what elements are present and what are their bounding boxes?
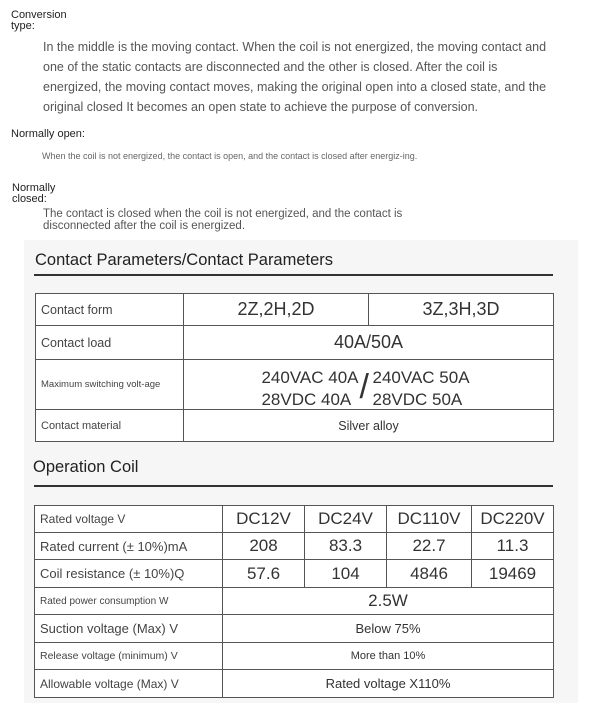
conversion-type-label: Conversion type: bbox=[11, 9, 67, 32]
table-row bbox=[36, 360, 554, 410]
dc-50a: 28VDC 50A bbox=[372, 390, 463, 409]
allowable-voltage-label: Allowable voltage (Max) V bbox=[35, 670, 223, 698]
dc-40a: 28VDC 40A bbox=[261, 390, 352, 409]
table-row bbox=[35, 533, 554, 560]
allowable-voltage-value: Rated voltage X110% bbox=[223, 670, 554, 698]
rated-power-value: 2.5W bbox=[223, 588, 554, 615]
coil-resistance-dc24: 104 bbox=[305, 560, 387, 588]
rated-current-label: Rated current (± 10%)mA bbox=[35, 533, 223, 560]
rated-voltage-dc12: DC12V bbox=[223, 506, 305, 533]
rated-power-label: Rated power consumption W bbox=[35, 588, 223, 615]
table-row bbox=[35, 670, 554, 698]
rated-current-dc12: 208 bbox=[223, 533, 305, 560]
ac-40a: 240VAC 40A bbox=[261, 368, 359, 387]
coil-resistance-dc220: 19469 bbox=[472, 560, 554, 588]
max-switching-voltage-label: Maximum switching volt-age bbox=[36, 360, 184, 410]
suction-voltage-value: Below 75% bbox=[223, 615, 554, 643]
normally-closed-label: Normally closed: bbox=[12, 182, 56, 205]
release-voltage-label: Release voltage (minimum) V bbox=[35, 643, 223, 670]
coil-resistance-dc12: 57.6 bbox=[223, 560, 305, 588]
contact-parameters-table bbox=[35, 293, 554, 442]
contact-form-2z: 2Z,2H,2D bbox=[184, 294, 369, 326]
contact-material-label: Contact material bbox=[36, 410, 184, 442]
rated-voltage-dc220: DC220V bbox=[472, 506, 554, 533]
rated-voltage-label: Rated voltage V bbox=[35, 506, 223, 533]
table-row bbox=[35, 643, 554, 670]
contact-load-value: 40A/50A bbox=[184, 326, 554, 360]
contact-parameters-rule bbox=[34, 274, 553, 276]
conversion-type-text: In the middle is the moving contact. When the coil is not energized, the moving contact and one of the static contacts are disconnected and the other is closed. After the coil is energized, the moving contact moves, making the original open into a closed state, and the original closed It becomes an open state to achieve the purpose of conversion. bbox=[43, 40, 547, 114]
table-row bbox=[36, 410, 554, 442]
table-row bbox=[36, 326, 554, 360]
contact-load-label: Contact load bbox=[36, 326, 184, 360]
voltage-separator: / bbox=[359, 368, 369, 406]
release-voltage-value: More than 10% bbox=[223, 643, 554, 670]
rated-current-dc24: 83.3 bbox=[305, 533, 387, 560]
operation-coil-title: Operation Coil bbox=[33, 458, 139, 476]
operation-coil-table bbox=[34, 505, 554, 698]
contact-form-3z: 3Z,3H,3D bbox=[369, 294, 554, 326]
operation-coil-rule bbox=[34, 485, 553, 487]
rated-voltage-dc24: DC24V bbox=[305, 506, 387, 533]
max-switching-left bbox=[261, 367, 358, 411]
rated-voltage-dc110: DC110V bbox=[387, 506, 472, 533]
contact-parameters-title: Contact Parameters/Contact Parameters bbox=[35, 251, 334, 269]
table-row bbox=[35, 506, 554, 533]
max-switching-voltage-value bbox=[184, 360, 554, 410]
rated-current-dc110: 22.7 bbox=[387, 533, 472, 560]
table-row bbox=[35, 615, 554, 643]
normally-closed-text: The contact is closed when the coil is not energized, and the contact is disconnected after the coil is energized. bbox=[43, 208, 403, 232]
table-row bbox=[35, 560, 554, 588]
normally-open-text: When the coil is not energized, the contact is open, and the contact is closed after energiz-ing. bbox=[42, 151, 418, 161]
coil-resistance-label: Coil resistance (± 10%)Q bbox=[35, 560, 223, 588]
ac-50a: 240VAC 50A bbox=[372, 368, 470, 387]
table-row bbox=[35, 588, 554, 615]
contact-material-value: Silver alloy bbox=[184, 410, 554, 442]
coil-resistance-dc110: 4846 bbox=[387, 560, 472, 588]
suction-voltage-label: Suction voltage (Max) V bbox=[35, 615, 223, 643]
rated-current-dc220: 11.3 bbox=[472, 533, 554, 560]
contact-form-label: Contact form bbox=[36, 294, 184, 326]
table-row bbox=[36, 294, 554, 326]
normally-open-label: Normally open: bbox=[11, 128, 85, 140]
max-switching-right bbox=[373, 367, 470, 411]
